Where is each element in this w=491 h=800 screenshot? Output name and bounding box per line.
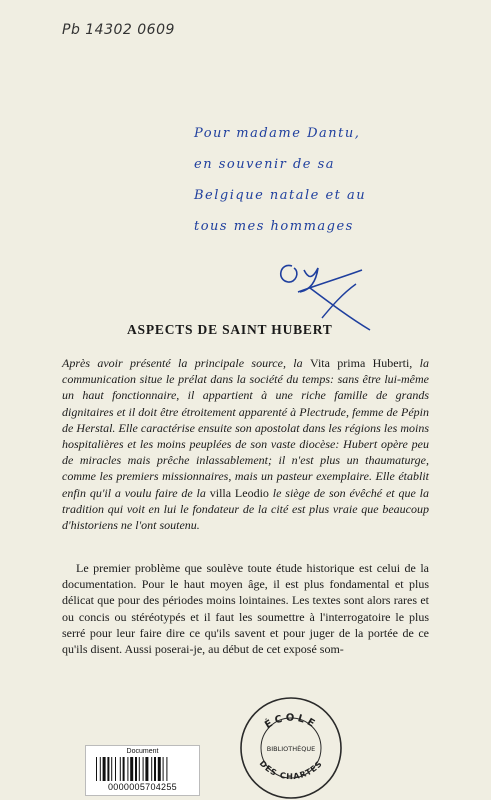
abstract-work-title: Vita prima Huberti (310, 356, 410, 370)
abstract-text: , la communication situe le prélat dans la société du temps: sans être lui-même un haut fonctionnaire, il appartient à une riche famille de grands dignitaires et il doit être étroitement apparenté à Plectrude, femme de Pépin de Herstal. Elle caractérise ensuite son apostolat dans les régions les moins hospitalières et les moins peuplées de son vaste diocèse: Hubert opère peu de miracles mais prêche inlassablement; il n'est plus un thaumaturge, comme les premiers missionnaires, mais un pasteur exemplaire. Elle établit enfin qu'il a voulu faire de la (62, 356, 429, 500)
abstract-text: Après avoir présenté la principale source, la (62, 356, 310, 370)
library-stamp (236, 690, 346, 800)
abstract-place-name: villa Leodio (209, 485, 269, 500)
handwritten-dedication (194, 118, 464, 242)
barcode-bars (95, 757, 191, 781)
dedication-line: Belgique natale et au (194, 188, 367, 203)
svg-text:DES CHARTES (258, 759, 325, 781)
stamp-top-text: ÉCOLE (263, 712, 319, 732)
abstract-paragraph (62, 355, 429, 533)
barcode-label-box (85, 745, 200, 796)
body-paragraph: Le premier problème que soulève toute étude historique est celui de la documentation. Pour le haut moyen âge, il est plus fondamental et plus délicat que pour des périodes moins lointaines. Les textes sont alors rares et ou concis ou stéréotypés et il faut les soumettre à l'interrogatoire le plus serré pour leur faire dire ce qu'ils savent et pour juger de la portée de ce qu'ils disent. Aussi poserai-je, au début de cet exposé som- (62, 561, 429, 657)
barcode-caption: Document (126, 748, 159, 755)
dedication-line: en souvenir de sa (194, 157, 336, 172)
stamp-middle-text: BIBLIOTHÈQUE (266, 745, 316, 753)
abstract-text: le siège de son évêché et que la tradition qui voit en lui le fondateur de la cité est plus vraie que beaucoup d'historiens ne l'ont soutenu. (62, 485, 429, 533)
barcode-number: 0000005704255 (108, 782, 177, 792)
stamp-bottom-text: DES CHARTES (257, 758, 325, 782)
article-title: ASPECTS DE SAINT HUBERT (127, 322, 333, 337)
svg-text:ÉCOLE (262, 713, 319, 732)
pencil-reference-note: Pb 14302 0609 (62, 22, 175, 38)
dedication-line: Pour madame Dantu, (194, 126, 361, 141)
dedication-line: tous mes hommages (194, 219, 354, 234)
